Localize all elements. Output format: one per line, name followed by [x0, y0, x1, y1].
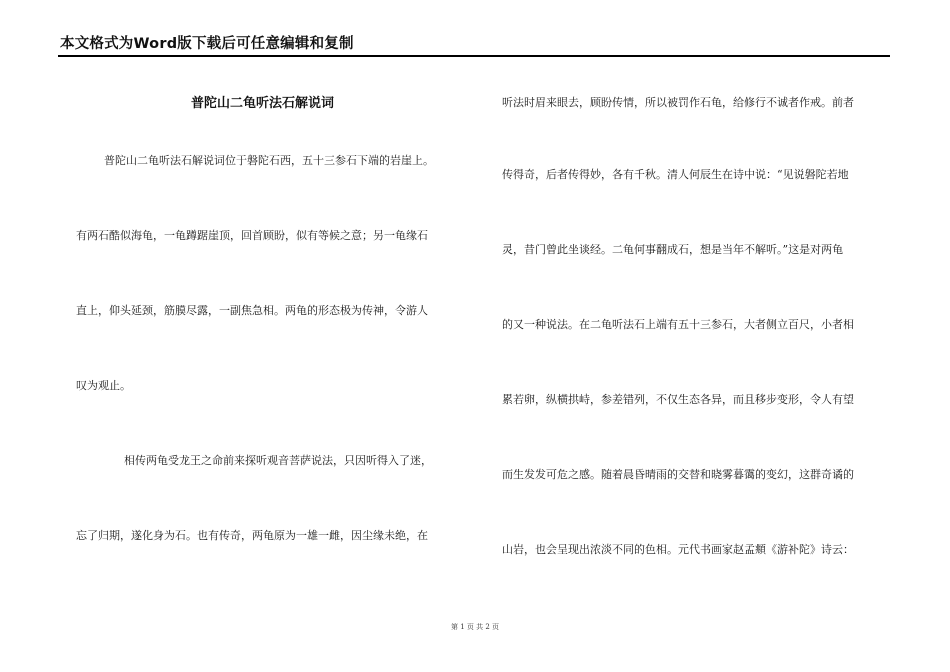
body-line: 灵，昔门曾此坐谈经。二龟何事翻成石，想是当年不解听。”这是对两龟	[502, 243, 844, 256]
body-line: 普陀山二龟听法石解说词位于磐陀石西，五十三参石下端的岩崖上。	[104, 154, 434, 167]
body-line: 相传两龟受龙王之命前来探听观音菩萨说法，只因听得入了迷，	[124, 454, 432, 467]
body-line: 叹为观止。	[76, 379, 131, 392]
document-title: 普陀山二龟听法石解说词	[190, 96, 334, 111]
body-line: 山岩，也会呈现出浓淡不同的色相。元代书画家赵孟頫《游补陀》诗云：	[502, 543, 854, 556]
page-number: 第 1 页 共 2 页	[450, 623, 500, 631]
header-divider	[58, 55, 890, 57]
body-line: 忘了归期，遂化身为石。也有传奇，两龟原为一雄一雌，因尘缘未绝，在	[76, 529, 428, 542]
body-line: 听法时眉来眼去，顾盼传情，所以被罚作石龟，给修行不诚者作戒。前者	[502, 96, 854, 109]
body-line: 累若卵，纵横拱峙，参差错列，不仅生态各异，而且移步变形，令人有望	[502, 393, 854, 406]
body-line: 的又一种说法。在二龟听法石上端有五十三参石，大者侧立百尺，小者相	[502, 318, 854, 331]
body-line: 有两石酷似海龟，一龟蹲踞崖顶，回首顾盼，似有等候之意；另一龟缘石	[76, 229, 428, 242]
body-line: 直上，仰头延颈，筋膜尽露，一副焦急相。两龟的形态极为传神，令游人	[76, 304, 428, 317]
body-line: 传得奇，后者传得妙，各有千秋。清人何辰生在诗中说：“见说磐陀若地	[502, 168, 849, 181]
body-line: 而生发发可危之感。随着晨昏晴雨的交替和晓雾暮霭的变幻，这群奇谲的	[502, 468, 854, 481]
document-header-title: 本文格式为Word版下载后可任意编辑和复制	[60, 36, 354, 52]
